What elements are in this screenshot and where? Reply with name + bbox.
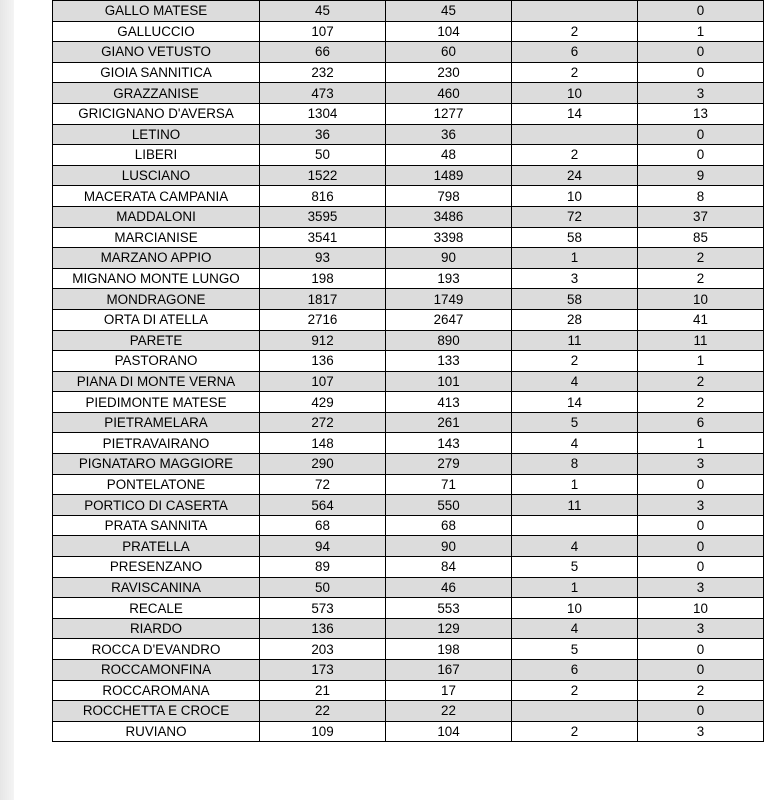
value-col5-cell: 41 bbox=[638, 309, 764, 330]
value-col2-cell: 232 bbox=[260, 62, 386, 83]
table-row bbox=[53, 577, 764, 598]
municipality-cell: MONDRAGONE bbox=[53, 289, 260, 310]
table-row bbox=[53, 206, 764, 227]
value-col3-cell: 90 bbox=[386, 248, 512, 269]
value-col4-cell: 10 bbox=[512, 83, 638, 104]
value-col4-cell: 4 bbox=[512, 618, 638, 639]
value-col3-cell: 71 bbox=[386, 474, 512, 495]
value-col4-cell: 1 bbox=[512, 248, 638, 269]
value-col5-cell: 3 bbox=[638, 721, 764, 742]
value-col5-cell: 10 bbox=[638, 289, 764, 310]
value-col3-cell: 45 bbox=[386, 1, 512, 22]
value-col5-cell: 37 bbox=[638, 206, 764, 227]
value-col2-cell: 36 bbox=[260, 124, 386, 145]
table-row bbox=[53, 721, 764, 742]
value-col4-cell: 1 bbox=[512, 474, 638, 495]
value-col4-cell: 5 bbox=[512, 557, 638, 578]
value-col4-cell: 10 bbox=[512, 598, 638, 619]
municipality-cell: GRICIGNANO D'AVERSA bbox=[53, 103, 260, 124]
value-col4-cell: 4 bbox=[512, 433, 638, 454]
value-col2-cell: 93 bbox=[260, 248, 386, 269]
table-row bbox=[53, 289, 764, 310]
value-col4-cell: 28 bbox=[512, 309, 638, 330]
table-row bbox=[53, 103, 764, 124]
value-col2-cell: 1304 bbox=[260, 103, 386, 124]
municipality-cell: ROCCHETTA E CROCE bbox=[53, 701, 260, 722]
municipality-cell: ROCCAMONFINA bbox=[53, 660, 260, 681]
table-row bbox=[53, 412, 764, 433]
municipality-cell: PRESENZANO bbox=[53, 557, 260, 578]
municipality-cell: PORTICO DI CASERTA bbox=[53, 495, 260, 516]
table-row bbox=[53, 454, 764, 475]
value-col4-cell bbox=[512, 701, 638, 722]
municipality-data-table bbox=[52, 0, 764, 742]
table-row bbox=[53, 83, 764, 104]
table-row bbox=[53, 309, 764, 330]
value-col2-cell: 21 bbox=[260, 680, 386, 701]
value-col2-cell: 2716 bbox=[260, 309, 386, 330]
value-col3-cell: 279 bbox=[386, 454, 512, 475]
value-col2-cell: 107 bbox=[260, 21, 386, 42]
value-col5-cell: 0 bbox=[638, 474, 764, 495]
value-col5-cell: 3 bbox=[638, 495, 764, 516]
table-row bbox=[53, 268, 764, 289]
value-col2-cell: 203 bbox=[260, 639, 386, 660]
table-row bbox=[53, 62, 764, 83]
value-col4-cell: 4 bbox=[512, 371, 638, 392]
value-col2-cell: 94 bbox=[260, 536, 386, 557]
municipality-cell: RUVIANO bbox=[53, 721, 260, 742]
municipality-cell: LUSCIANO bbox=[53, 165, 260, 186]
document-page bbox=[14, 0, 769, 800]
table-row bbox=[53, 660, 764, 681]
value-col3-cell: 1749 bbox=[386, 289, 512, 310]
value-col2-cell: 50 bbox=[260, 577, 386, 598]
table-row bbox=[53, 165, 764, 186]
value-col4-cell: 8 bbox=[512, 454, 638, 475]
value-col2-cell: 429 bbox=[260, 392, 386, 413]
table-row bbox=[53, 433, 764, 454]
value-col2-cell: 72 bbox=[260, 474, 386, 495]
value-col2-cell: 912 bbox=[260, 330, 386, 351]
value-col4-cell: 2 bbox=[512, 680, 638, 701]
value-col4-cell: 14 bbox=[512, 103, 638, 124]
value-col5-cell: 1 bbox=[638, 433, 764, 454]
value-col5-cell: 0 bbox=[638, 124, 764, 145]
value-col5-cell: 0 bbox=[638, 536, 764, 557]
value-col2-cell: 3595 bbox=[260, 206, 386, 227]
value-col5-cell: 0 bbox=[638, 515, 764, 536]
value-col2-cell: 198 bbox=[260, 268, 386, 289]
value-col5-cell: 85 bbox=[638, 227, 764, 248]
value-col3-cell: 84 bbox=[386, 557, 512, 578]
value-col2-cell: 290 bbox=[260, 454, 386, 475]
municipality-cell: LIBERI bbox=[53, 145, 260, 166]
value-col5-cell: 1 bbox=[638, 21, 764, 42]
table-row bbox=[53, 1, 764, 22]
municipality-cell: GALLO MATESE bbox=[53, 1, 260, 22]
table-row bbox=[53, 557, 764, 578]
value-col4-cell bbox=[512, 1, 638, 22]
value-col3-cell: 104 bbox=[386, 21, 512, 42]
value-col3-cell: 261 bbox=[386, 412, 512, 433]
value-col2-cell: 136 bbox=[260, 351, 386, 372]
value-col4-cell: 72 bbox=[512, 206, 638, 227]
table-row bbox=[53, 680, 764, 701]
table-row bbox=[53, 474, 764, 495]
value-col3-cell: 104 bbox=[386, 721, 512, 742]
value-col3-cell: 36 bbox=[386, 124, 512, 145]
viewer-margin bbox=[0, 0, 14, 800]
value-col4-cell: 3 bbox=[512, 268, 638, 289]
value-col5-cell: 2 bbox=[638, 680, 764, 701]
municipality-cell: ROCCA D'EVANDRO bbox=[53, 639, 260, 660]
municipality-cell: GIOIA SANNITICA bbox=[53, 62, 260, 83]
value-col5-cell: 1 bbox=[638, 351, 764, 372]
value-col5-cell: 0 bbox=[638, 145, 764, 166]
table-row bbox=[53, 392, 764, 413]
value-col5-cell: 6 bbox=[638, 412, 764, 433]
value-col3-cell: 1277 bbox=[386, 103, 512, 124]
value-col3-cell: 413 bbox=[386, 392, 512, 413]
table-row bbox=[53, 248, 764, 269]
municipality-cell: RAVISCANINA bbox=[53, 577, 260, 598]
table-row bbox=[53, 330, 764, 351]
value-col4-cell: 1 bbox=[512, 577, 638, 598]
value-col3-cell: 60 bbox=[386, 42, 512, 63]
value-col3-cell: 890 bbox=[386, 330, 512, 351]
municipality-cell: PRATA SANNITA bbox=[53, 515, 260, 536]
value-col3-cell: 22 bbox=[386, 701, 512, 722]
value-col5-cell: 0 bbox=[638, 557, 764, 578]
value-col5-cell: 3 bbox=[638, 454, 764, 475]
municipality-cell: PIEDIMONTE MATESE bbox=[53, 392, 260, 413]
table-row bbox=[53, 227, 764, 248]
value-col4-cell bbox=[512, 515, 638, 536]
value-col3-cell: 460 bbox=[386, 83, 512, 104]
value-col2-cell: 50 bbox=[260, 145, 386, 166]
value-col2-cell: 473 bbox=[260, 83, 386, 104]
value-col5-cell: 2 bbox=[638, 268, 764, 289]
table-row bbox=[53, 536, 764, 557]
table-row bbox=[53, 598, 764, 619]
value-col5-cell: 9 bbox=[638, 165, 764, 186]
value-col2-cell: 272 bbox=[260, 412, 386, 433]
table-row bbox=[53, 371, 764, 392]
table-row bbox=[53, 618, 764, 639]
value-col4-cell: 6 bbox=[512, 660, 638, 681]
table-row bbox=[53, 515, 764, 536]
table-body bbox=[53, 1, 764, 742]
table-row bbox=[53, 351, 764, 372]
value-col2-cell: 136 bbox=[260, 618, 386, 639]
value-col4-cell: 5 bbox=[512, 639, 638, 660]
value-col3-cell: 193 bbox=[386, 268, 512, 289]
value-col5-cell: 0 bbox=[638, 660, 764, 681]
value-col4-cell: 10 bbox=[512, 186, 638, 207]
municipality-cell: GIANO VETUSTO bbox=[53, 42, 260, 63]
municipality-cell: PIETRAVAIRANO bbox=[53, 433, 260, 454]
value-col2-cell: 173 bbox=[260, 660, 386, 681]
table-row bbox=[53, 124, 764, 145]
value-col2-cell: 3541 bbox=[260, 227, 386, 248]
value-col3-cell: 46 bbox=[386, 577, 512, 598]
value-col3-cell: 230 bbox=[386, 62, 512, 83]
value-col2-cell: 1522 bbox=[260, 165, 386, 186]
value-col5-cell: 13 bbox=[638, 103, 764, 124]
value-col5-cell: 10 bbox=[638, 598, 764, 619]
table-row bbox=[53, 145, 764, 166]
municipality-cell: GRAZZANISE bbox=[53, 83, 260, 104]
municipality-cell: PIGNATARO MAGGIORE bbox=[53, 454, 260, 475]
value-col3-cell: 129 bbox=[386, 618, 512, 639]
value-col5-cell: 0 bbox=[638, 701, 764, 722]
value-col5-cell: 0 bbox=[638, 1, 764, 22]
municipality-cell: PARETE bbox=[53, 330, 260, 351]
value-col5-cell: 0 bbox=[638, 42, 764, 63]
municipality-cell: PIANA DI MONTE VERNA bbox=[53, 371, 260, 392]
value-col4-cell: 2 bbox=[512, 21, 638, 42]
value-col4-cell: 5 bbox=[512, 412, 638, 433]
value-col2-cell: 148 bbox=[260, 433, 386, 454]
value-col2-cell: 564 bbox=[260, 495, 386, 516]
value-col4-cell: 11 bbox=[512, 495, 638, 516]
value-col3-cell: 3398 bbox=[386, 227, 512, 248]
value-col2-cell: 89 bbox=[260, 557, 386, 578]
value-col4-cell: 58 bbox=[512, 227, 638, 248]
municipality-cell: LETINO bbox=[53, 124, 260, 145]
value-col2-cell: 816 bbox=[260, 186, 386, 207]
value-col3-cell: 798 bbox=[386, 186, 512, 207]
value-col2-cell: 573 bbox=[260, 598, 386, 619]
table-row bbox=[53, 701, 764, 722]
value-col3-cell: 198 bbox=[386, 639, 512, 660]
value-col5-cell: 3 bbox=[638, 618, 764, 639]
value-col3-cell: 143 bbox=[386, 433, 512, 454]
municipality-cell: PIETRAMELARA bbox=[53, 412, 260, 433]
value-col4-cell: 2 bbox=[512, 351, 638, 372]
value-col4-cell: 14 bbox=[512, 392, 638, 413]
value-col4-cell: 2 bbox=[512, 62, 638, 83]
value-col3-cell: 48 bbox=[386, 145, 512, 166]
value-col4-cell: 2 bbox=[512, 145, 638, 166]
municipality-cell: GALLUCCIO bbox=[53, 21, 260, 42]
value-col5-cell: 3 bbox=[638, 577, 764, 598]
value-col4-cell bbox=[512, 124, 638, 145]
value-col3-cell: 2647 bbox=[386, 309, 512, 330]
value-col4-cell: 58 bbox=[512, 289, 638, 310]
municipality-cell: MADDALONI bbox=[53, 206, 260, 227]
table-row bbox=[53, 21, 764, 42]
value-col3-cell: 17 bbox=[386, 680, 512, 701]
municipality-cell: RIARDO bbox=[53, 618, 260, 639]
table-row bbox=[53, 639, 764, 660]
value-col4-cell: 2 bbox=[512, 721, 638, 742]
table-row bbox=[53, 42, 764, 63]
value-col5-cell: 2 bbox=[638, 371, 764, 392]
value-col3-cell: 553 bbox=[386, 598, 512, 619]
value-col2-cell: 109 bbox=[260, 721, 386, 742]
value-col3-cell: 101 bbox=[386, 371, 512, 392]
value-col5-cell: 2 bbox=[638, 248, 764, 269]
municipality-cell: ROCCAROMANA bbox=[53, 680, 260, 701]
value-col4-cell: 11 bbox=[512, 330, 638, 351]
value-col2-cell: 45 bbox=[260, 1, 386, 22]
value-col4-cell: 6 bbox=[512, 42, 638, 63]
municipality-cell: PRATELLA bbox=[53, 536, 260, 557]
value-col4-cell: 4 bbox=[512, 536, 638, 557]
municipality-cell: MARZANO APPIO bbox=[53, 248, 260, 269]
value-col2-cell: 68 bbox=[260, 515, 386, 536]
municipality-cell: MIGNANO MONTE LUNGO bbox=[53, 268, 260, 289]
value-col5-cell: 0 bbox=[638, 62, 764, 83]
value-col5-cell: 11 bbox=[638, 330, 764, 351]
municipality-cell: RECALE bbox=[53, 598, 260, 619]
value-col3-cell: 133 bbox=[386, 351, 512, 372]
value-col3-cell: 1489 bbox=[386, 165, 512, 186]
value-col4-cell: 24 bbox=[512, 165, 638, 186]
municipality-cell: ORTA DI ATELLA bbox=[53, 309, 260, 330]
value-col3-cell: 550 bbox=[386, 495, 512, 516]
value-col5-cell: 0 bbox=[638, 639, 764, 660]
value-col3-cell: 3486 bbox=[386, 206, 512, 227]
value-col2-cell: 22 bbox=[260, 701, 386, 722]
value-col5-cell: 2 bbox=[638, 392, 764, 413]
value-col2-cell: 1817 bbox=[260, 289, 386, 310]
value-col3-cell: 90 bbox=[386, 536, 512, 557]
municipality-cell: MACERATA CAMPANIA bbox=[53, 186, 260, 207]
value-col3-cell: 68 bbox=[386, 515, 512, 536]
table-row bbox=[53, 186, 764, 207]
value-col2-cell: 66 bbox=[260, 42, 386, 63]
value-col5-cell: 3 bbox=[638, 83, 764, 104]
value-col5-cell: 8 bbox=[638, 186, 764, 207]
municipality-cell: PASTORANO bbox=[53, 351, 260, 372]
value-col3-cell: 167 bbox=[386, 660, 512, 681]
table-row bbox=[53, 495, 764, 516]
municipality-cell: MARCIANISE bbox=[53, 227, 260, 248]
value-col2-cell: 107 bbox=[260, 371, 386, 392]
municipality-cell: PONTELATONE bbox=[53, 474, 260, 495]
